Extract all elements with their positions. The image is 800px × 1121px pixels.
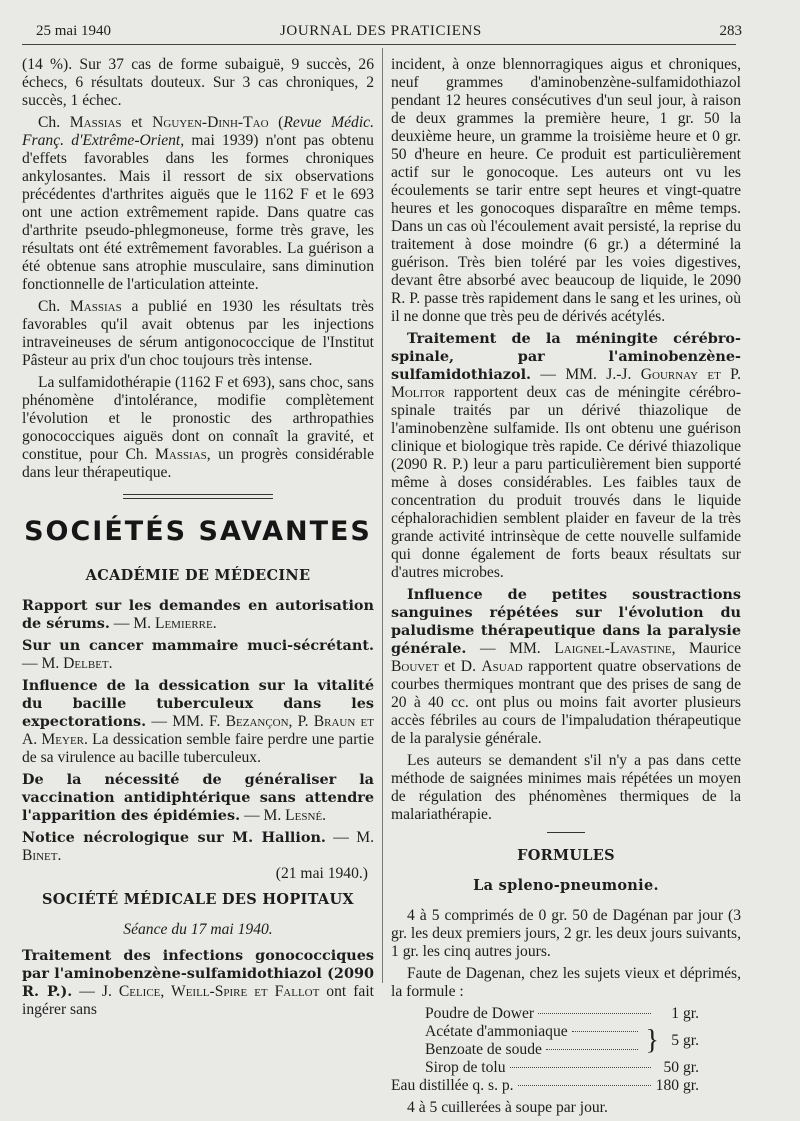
formules-heading: FORMULES [517,847,615,864]
list-item: Rapport sur les demandes en autorisation de sérums. — M. Lemierre. [22,597,374,632]
paragraph: Les auteurs se demandent s'il n'y a pas dans cette méthode de saignées minimes mais répétées un moyen de régulation des phénomènes thermiques de la malariathérapie. [391,752,741,823]
seance-date: Séance du 17 mai 1940. [123,921,273,938]
paragraph: 4 à 5 cuillerées à soupe par jour. [407,1099,608,1116]
brace-symbol: } [645,1025,659,1056]
list-item: Influence de la dessication sur la vitalité du bacille tuberculeux dans les expectorations. — MM. F. Bezançon, P. Braun et A. Meyer. La dessication semble faire perdre une partie de sa virulence au bacille tuberculeux. [22,677,374,766]
paragraph: Ch. Massias a publié en 1930 les résultats très favorables qu'il avait obtenus par les injections intraveineuses de sérum antigonococcique de l'Institut Pâsteur au prix d'un choc toujours très intense. [22,298,374,369]
formula-line: Sirop de tolu 50 gr. [425,1059,699,1076]
spleno-heading: La spleno-pneumonie. [473,877,659,894]
academie-heading: ACADÉMIE DE MÉDECINE [85,567,311,584]
page-header [22,20,742,45]
column-divider [382,48,383,983]
paragraph: La sulfamidothérapie (1162 F et 693), sans choc, sans phénomène d'intolérance, modifie complètement l'évolution et le pronostic des arthropathies gonococciques aiguës dont on connaît la gravité, et constitue, pour Ch. Massias, un progrès considérable dans leur thérapeutique. [22,374,374,481]
paragraph: 4 à 5 comprimés de 0 gr. 50 de Dagénan par jour (3 gr. les deux premiers jours, 2 gr. les deux jours suivants, 1 gr. les cinq autres jours. [391,907,741,960]
list-item: Notice nécrologique sur M. Hallion. — M. Binet. [22,829,375,864]
left-column [22,56,374,1023]
right-column [391,56,741,1121]
paragraph: Traitement de la méningite cérébro-spinale, par l'aminobenzène-sulfamidothiazol. — MM. J.-J. Gournay et P. Molitor rapportent deux cas de méningite cérébro-spinale traités par un dérivé thiazolique de l'aminobenzène sulfamide. Ils ont obtenu une guérison clinique et biologique très rapide. Ce dérivé thiazolique (2090 R. P.) leur a paru particulièrement bien supporté même à doses considérables. Les faibles taux de concentration du produit trouvés dans le liquide céphalorachidien semblent plaider en faveur de la très grande activité intrinsèque de cette nouvelle sulfamide qui donne également de forts beaux résultats sur d'autres microbes. [391,330,741,581]
header-journal-title: JOURNAL DES PRATICIENS [280,23,482,39]
header-page-number: 283 [719,23,742,39]
formula-list [391,1005,741,1077]
header-date: 25 mai 1940 [36,23,111,39]
societe-heading: SOCIÉTÉ MÉDICALE DES HOPITAUX [42,891,354,908]
formula-line: Acétate d'ammoniaque [425,1023,642,1041]
list-item: De la nécessité de généraliser la vaccination antidiphtérique sans attendre l'apparition des épidémies. — M. Lesné. [22,771,374,824]
paragraph: Ch. Massias et Nguyen-Dinh-Tao (Revue Médic. Franç. d'Extrême-Orient, mai 1939) n'ont pas obtenu d'effets favorables dans les formes chroniques ankylosantes. Mais il ressort de six observations précédentes d'arthrites aiguës que le 1162 F et le 693 ont une action extrêmement rapide. Dans quatre cas d'arthrite pseudo-phlegmoneuse, forme très grave, les résultats ont été extrêmement favorables. La guérison a été obtenue sans atrophie musculaire, sans diminution fonctionnelle de l'articulation atteinte. [22,114,374,293]
notice-date: (21 mai 1940.) [275,865,368,882]
formula-group [425,1023,699,1059]
formula-line: Benzoate de soude [425,1041,642,1059]
short-rule-divider [547,832,585,833]
paragraph: Faute de Dagenan, chez les sujets vieux et déprimés, la formule : [391,965,741,1000]
list-item: Traitement des infections gonococciques par l'aminobenzène-sulfamidothiazol (2090 R. P.). — J. Celice, Weill-Spire et Fallot ont fait ingérer sans [22,947,374,1018]
formula-line: Poudre de Dower 1 gr. [425,1005,699,1022]
list-item: Sur un cancer mammaire muci-sécrétant. — M. Delbet. [22,637,374,672]
group-quantity: 5 gr. [671,1032,699,1049]
double-rule-divider [123,494,273,499]
paragraph: Influence de petites soustractions sanguines répétées sur l'évolution du paludisme thérapeutique dans la paralysie générale. — MM. Laignel-Lavastine, Maurice Bouvet et D. Asuad rapportent quatre observations de courbes thermiques montrant que des prises de sang de 20 à 40 cc. ont plus ou moins fait avorter plusieurs accès fébriles au cours de l'impaludation thérapeutique de la paralysie générale. [391,586,741,747]
paragraph: (14 %). Sur 37 cas de forme subaiguë, 9 succès, 26 échecs, 6 résultats douteux. Sur 3 cas chroniques, 2 succès, 1 échec. [22,56,374,109]
paragraph: incident, à onze blennorragiques aigus et chroniques, neuf grammes d'aminobenzène-sulfamidothiazol pendant 12 heures consécutives d'un seul jour, à raison de deux grammes la première heure, 1 gr. 50 la deuxième heure, un gramme la troisième heure et 0 gr. 50 d'heure en heure. Ce produit est particulièrement actif sur le gonocoque. Les auteurs ont vu les écoulements se tarir entre sept heures et vingt-quatre heures et les gonocoques disparaître en même temps. Dans un cas où l'écoulement avait persisté, la reprise du traitement à dose moindre (6 gr.) a déterminé la guérison. Très bien toléré par les voies digestives, devant être absorbé avec beaucoup de liquide, le 2090 R. P. passe très rapidement dans le sang et les urines, où il ne donne que très peu de dérivés acétylés. [391,56,741,325]
section-title: SOCIÉTÉS SAVANTES [24,516,372,547]
formula-line: Eau distillée q. s. p. 180 gr. [391,1077,699,1094]
